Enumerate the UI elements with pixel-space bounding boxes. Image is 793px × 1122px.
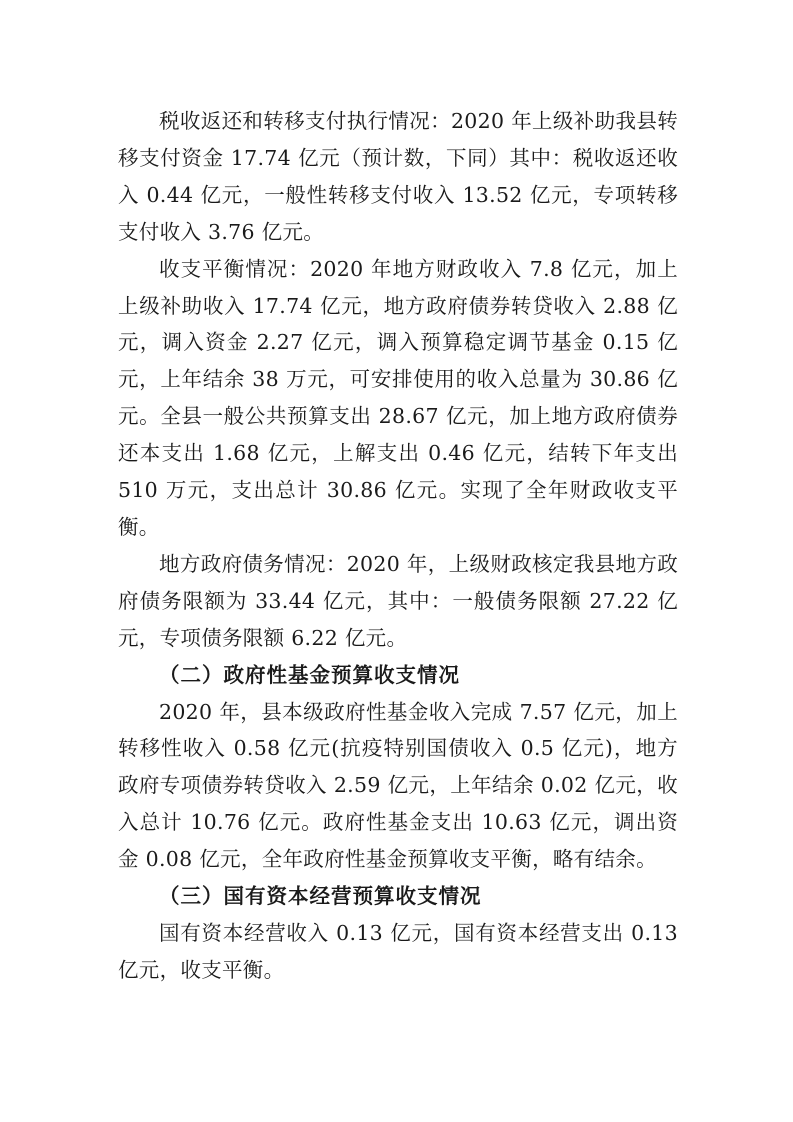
fund-budget-paragraph: 2020 年，县本级政府性基金收入完成 7.57 亿元，加上转移性收入 0.58 亿元(抗疫特别国债收入 0.5 亿元)，地方政府专项债券转贷收入 2.59 亿元，上年结余 0.02 亿元，收入总计 10.76 亿元。政府性基金支出 10.63 亿元，调出资金 0.08 亿元，全年政府性基金预算收支平衡，略有结余。 <box>118 699 678 872</box>
section-three-heading: （三）国有资本经营预算收支情况 <box>159 884 482 909</box>
budget-balance-paragraph: 收支平衡情况：2020 年地方财政收入 7.8 亿元，加上上级补助收入 17.74 亿元，地方政府债券转贷收入 2.88 亿元，调入资金 2.27 亿元，调入预算稳定调节基金 0.15 亿元，上年结余 38 万元，可安排使用的收入总量为 30.86 亿元。全县一般公共预算支出 28.67 亿元，加上地方政府债券还本支出 1.68 亿元，上解支出 0.46 亿元，结转下年支出 510 万元，支出总计 30.86 亿元。实现了全年财政收支平衡。 <box>118 256 678 539</box>
state-capital-paragraph: 国有资本经营收入 0.13 亿元，国有资本经营支出 0.13 亿元，收支平衡。 <box>118 920 678 982</box>
document-body <box>118 103 678 989</box>
section-two-heading: （二）政府性基金预算收支情况 <box>159 662 460 687</box>
transfer-payment-paragraph: 税收返还和转移支付执行情况：2020 年上级补助我县转移支付资金 17.74 亿元（预计数，下同）其中：税收返还收入 0.44 亿元，一般性转移支付收入 13.52 亿元，专项转移支付收入 3.76 亿元。 <box>118 109 678 244</box>
government-debt-paragraph: 地方政府债务情况：2020 年，上级财政核定我县地方政府债务限额为 33.44 亿元，其中：一般债务限额 27.22 亿元，专项债务限额 6.22 亿元。 <box>118 551 678 650</box>
